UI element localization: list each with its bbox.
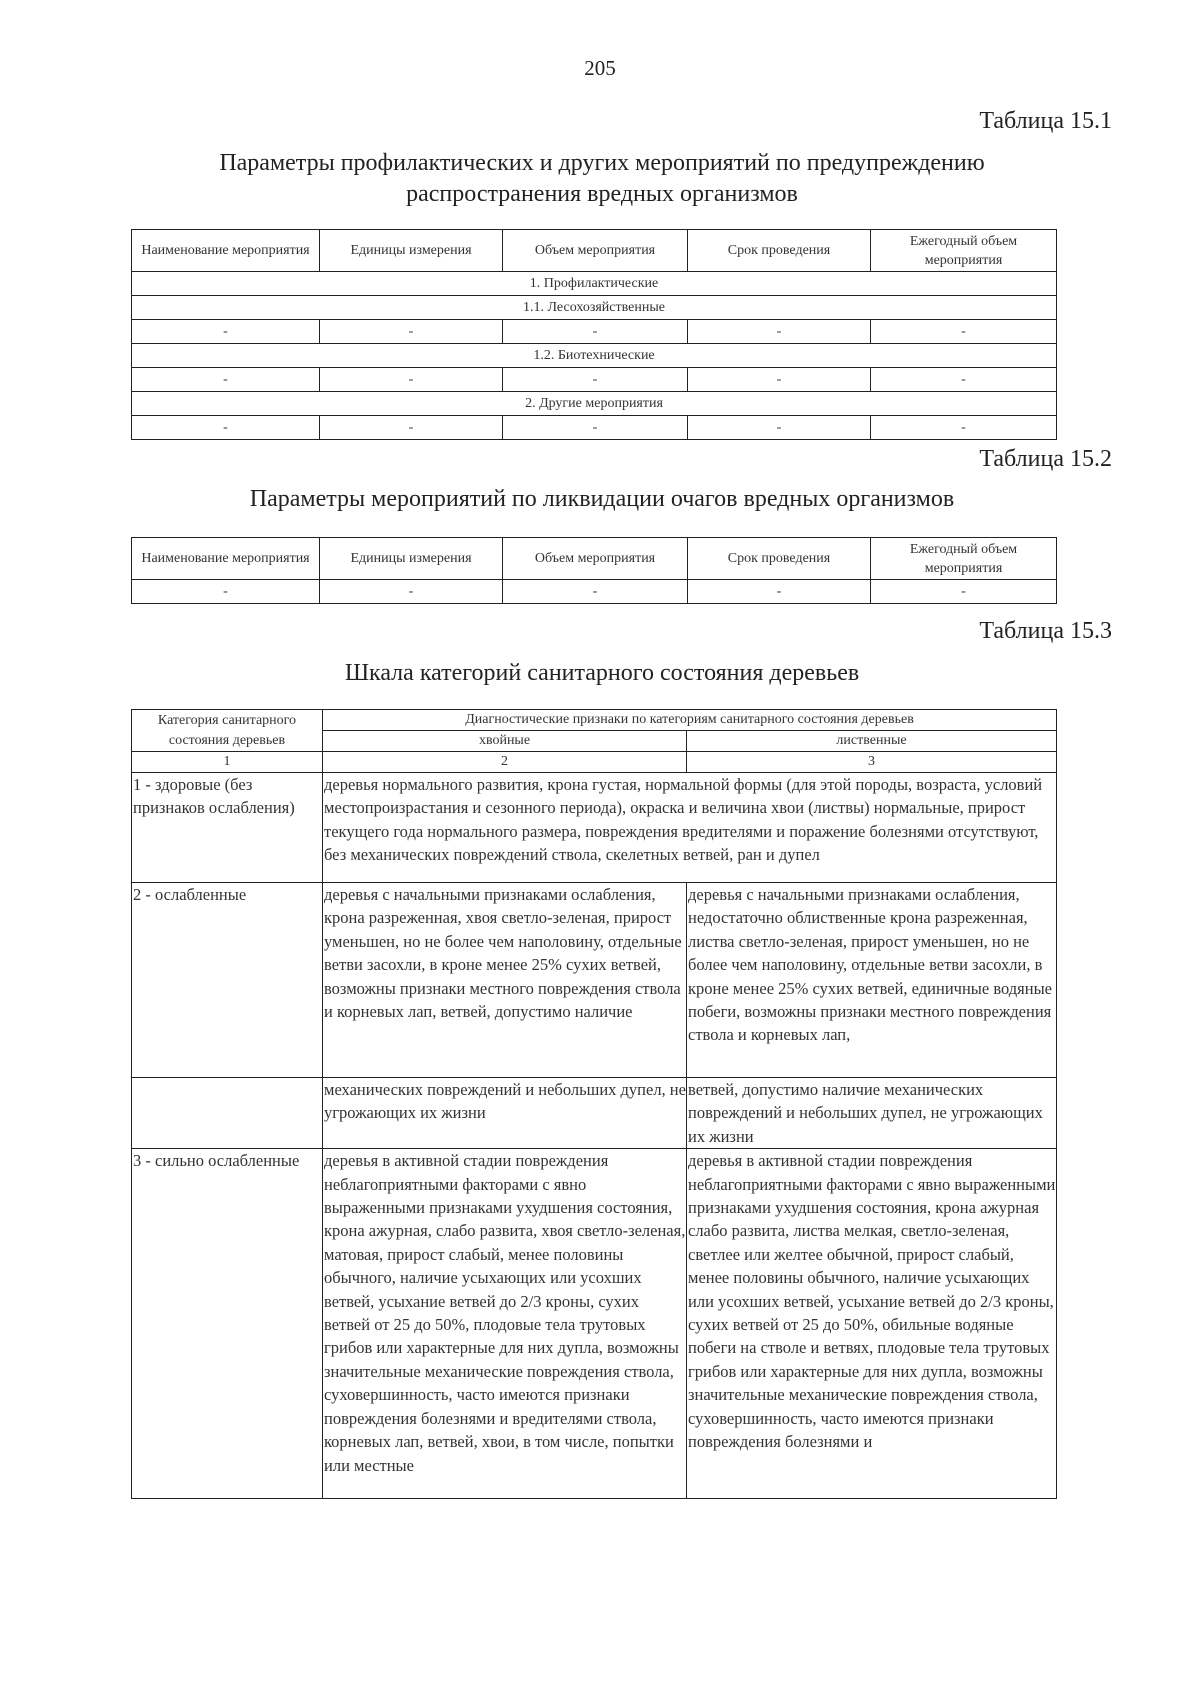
deciduous-cell: деревья в активной стадии повреждения неблагоприятными факторами с явно выраженными признаками ухудшения состояния, крона ажурная слабо развита, листва мелкая, светло-зеленая, светлее или желтее обычной, прирост слабый, менее половины обычного, наличие усыхающих или усохших ветвей, усыхание ветвей до 2/3 кроны, сухих ветвей от 25 до 50%, обильные водяные побеги на стволе и ветвях, плодовые тела трутовых грибов или характерные для них дупла, возможны значительные механические повреждения ствола, суховершинность, часто имеются признаки повреждения болезнями и — [687, 1149, 1057, 1499]
deciduous-cell: деревья с начальными признаками ослабления, недостаточно облиственные крона разреженная, листва светло-зеленая, прирост уменьшен, но не более чем наполовину, отдельные ветви засохли, в кроне менее 25% сухих ветвей, единичные водяные побеги, возможны признаки местного повреждения ствола и корневых лап, — [687, 883, 1057, 1078]
table-cell: - — [132, 368, 320, 392]
table-15-1-label: Таблица 15.1 — [979, 108, 1112, 134]
table-row — [132, 368, 1057, 392]
table-cell: - — [871, 580, 1057, 604]
table-15-1-title-line2: распространения вредных организмов — [406, 181, 798, 207]
header-cell: Объем мероприятия — [503, 230, 688, 272]
section-cell: 1. Профилактические — [132, 272, 1057, 296]
table-header-row — [132, 230, 1057, 272]
header-signs-cell: Диагностические признаки по категориям санитарного состояния деревьев — [323, 710, 1057, 731]
header-cell: Единицы измерения — [320, 230, 503, 272]
header-cell: Наименование мероприятия — [132, 538, 320, 580]
table-row — [132, 416, 1057, 440]
section-row — [132, 344, 1057, 368]
conifer-cell: механических повреждений и небольших дупел, не угрожающих их жизни — [323, 1078, 687, 1149]
table-row — [132, 773, 1057, 883]
table-15-1-title — [130, 148, 1074, 210]
section-row — [132, 392, 1057, 416]
table-cell: - — [688, 580, 871, 604]
table-header-row — [132, 538, 1057, 580]
table-cell: - — [871, 416, 1057, 440]
table-cell: - — [320, 580, 503, 604]
column-number-cell: 2 — [323, 752, 687, 773]
table-cell: - — [132, 416, 320, 440]
header-conifer-cell: хвойные — [323, 731, 687, 752]
table-row — [132, 883, 1057, 1078]
table-row — [132, 1149, 1057, 1499]
category-cell: 1 - здоровые (без признаков ослабления) — [132, 773, 323, 883]
table-15-3-title: Шкала категорий санитарного состояния деревьев — [344, 660, 860, 686]
table-cell: - — [320, 416, 503, 440]
header-cell: Единицы измерения — [320, 538, 503, 580]
table-15-2-title: Параметры мероприятий по ликвидации очагов вредных организмов — [249, 486, 955, 512]
page-number: 205 — [584, 56, 616, 80]
category-cell: 3 - сильно ослабленные — [132, 1149, 323, 1499]
section-row — [132, 272, 1057, 296]
table-cell: - — [688, 368, 871, 392]
table-15-1 — [131, 229, 1057, 440]
header-deciduous-cell: лиственные — [687, 731, 1057, 752]
table-15-3-label: Таблица 15.3 — [979, 618, 1112, 644]
table-cell: - — [503, 320, 688, 344]
header-cell: Срок проведения — [688, 230, 871, 272]
header-category-cell: Категория санитарного состояния деревьев — [132, 710, 323, 752]
category-cell: 2 - ослабленные — [132, 883, 323, 1078]
table-cell: - — [503, 416, 688, 440]
header-cell: Ежегодный объем мероприятия — [871, 538, 1057, 580]
table-header-row — [132, 710, 1057, 731]
table-cell: - — [320, 368, 503, 392]
section-row — [132, 296, 1057, 320]
header-cell: Срок проведения — [688, 538, 871, 580]
table-row — [132, 1078, 1057, 1149]
conifer-cell: деревья в активной стадии повреждения неблагоприятными факторами с явно выраженными признаками ухудшения состояния, крона ажурная, слабо развита, хвоя светло-зеленая, матовая, прирост слабый, менее половины обычного, наличие усыхающих или усохших ветвей, усыхание ветвей до 2/3 кроны, сухих ветвей от 25 до 50%, плодовые тела трутовых грибов или характерные для них дупла, возможны значительные механические повреждения ствола, суховершинность, часто имеются признаки повреждения болезнями и вредителями ствола, корневых лап, ветвей, хвои, в том числе, попытки или местные — [323, 1149, 687, 1499]
table-cell: - — [503, 368, 688, 392]
table-row — [132, 580, 1057, 604]
header-cell: Объем мероприятия — [503, 538, 688, 580]
section-cell: 2. Другие мероприятия — [132, 392, 1057, 416]
section-cell: 1.1. Лесохозяйственные — [132, 296, 1057, 320]
header-cell: Наименование мероприятия — [132, 230, 320, 272]
table-cell: - — [320, 320, 503, 344]
conifer-cell: деревья с начальными признаками ослабления, крона разреженная, хвоя светло-зеленая, прирост уменьшен, но не более чем наполовину, отдельные ветви засохли, в кроне менее 25% сухих ветвей, возможны признаки местного повреждения ствола и корневых лап, ветвей, допустимо наличие — [323, 883, 687, 1078]
table-row — [132, 320, 1057, 344]
table-15-2-label: Таблица 15.2 — [979, 446, 1112, 472]
category-cell — [132, 1078, 323, 1149]
table-15-2 — [131, 537, 1057, 604]
table-15-1-title-line1: Параметры профилактических и других мероприятий по предупреждению — [219, 150, 985, 176]
merged-signs-cell: деревья нормального развития, крона густая, нормальной формы (для этой породы, возраста, условий местопроизрастания и сезонного периода), окраска и величина хвои (листвы) нормальные, прирост текущего года нормального размера, повреждения вредителями и поражение болезнями отсутствуют, без механических повреждений ствола, скелетных ветвей, ран и дупел — [323, 773, 1057, 883]
table-cell: - — [132, 320, 320, 344]
header-cell: Ежегодный объем мероприятия — [871, 230, 1057, 272]
table-cell: - — [871, 368, 1057, 392]
table-cell: - — [688, 320, 871, 344]
deciduous-cell: ветвей, допустимо наличие механических повреждений и небольших дупел, не угрожающих их жизни — [687, 1078, 1057, 1149]
column-number-cell: 3 — [687, 752, 1057, 773]
table-cell: - — [503, 580, 688, 604]
column-number-cell: 1 — [132, 752, 323, 773]
table-cell: - — [132, 580, 320, 604]
table-cell: - — [871, 320, 1057, 344]
table-cell: - — [688, 416, 871, 440]
column-number-row — [132, 752, 1057, 773]
section-cell: 1.2. Биотехнические — [132, 344, 1057, 368]
table-15-3 — [131, 709, 1057, 1499]
